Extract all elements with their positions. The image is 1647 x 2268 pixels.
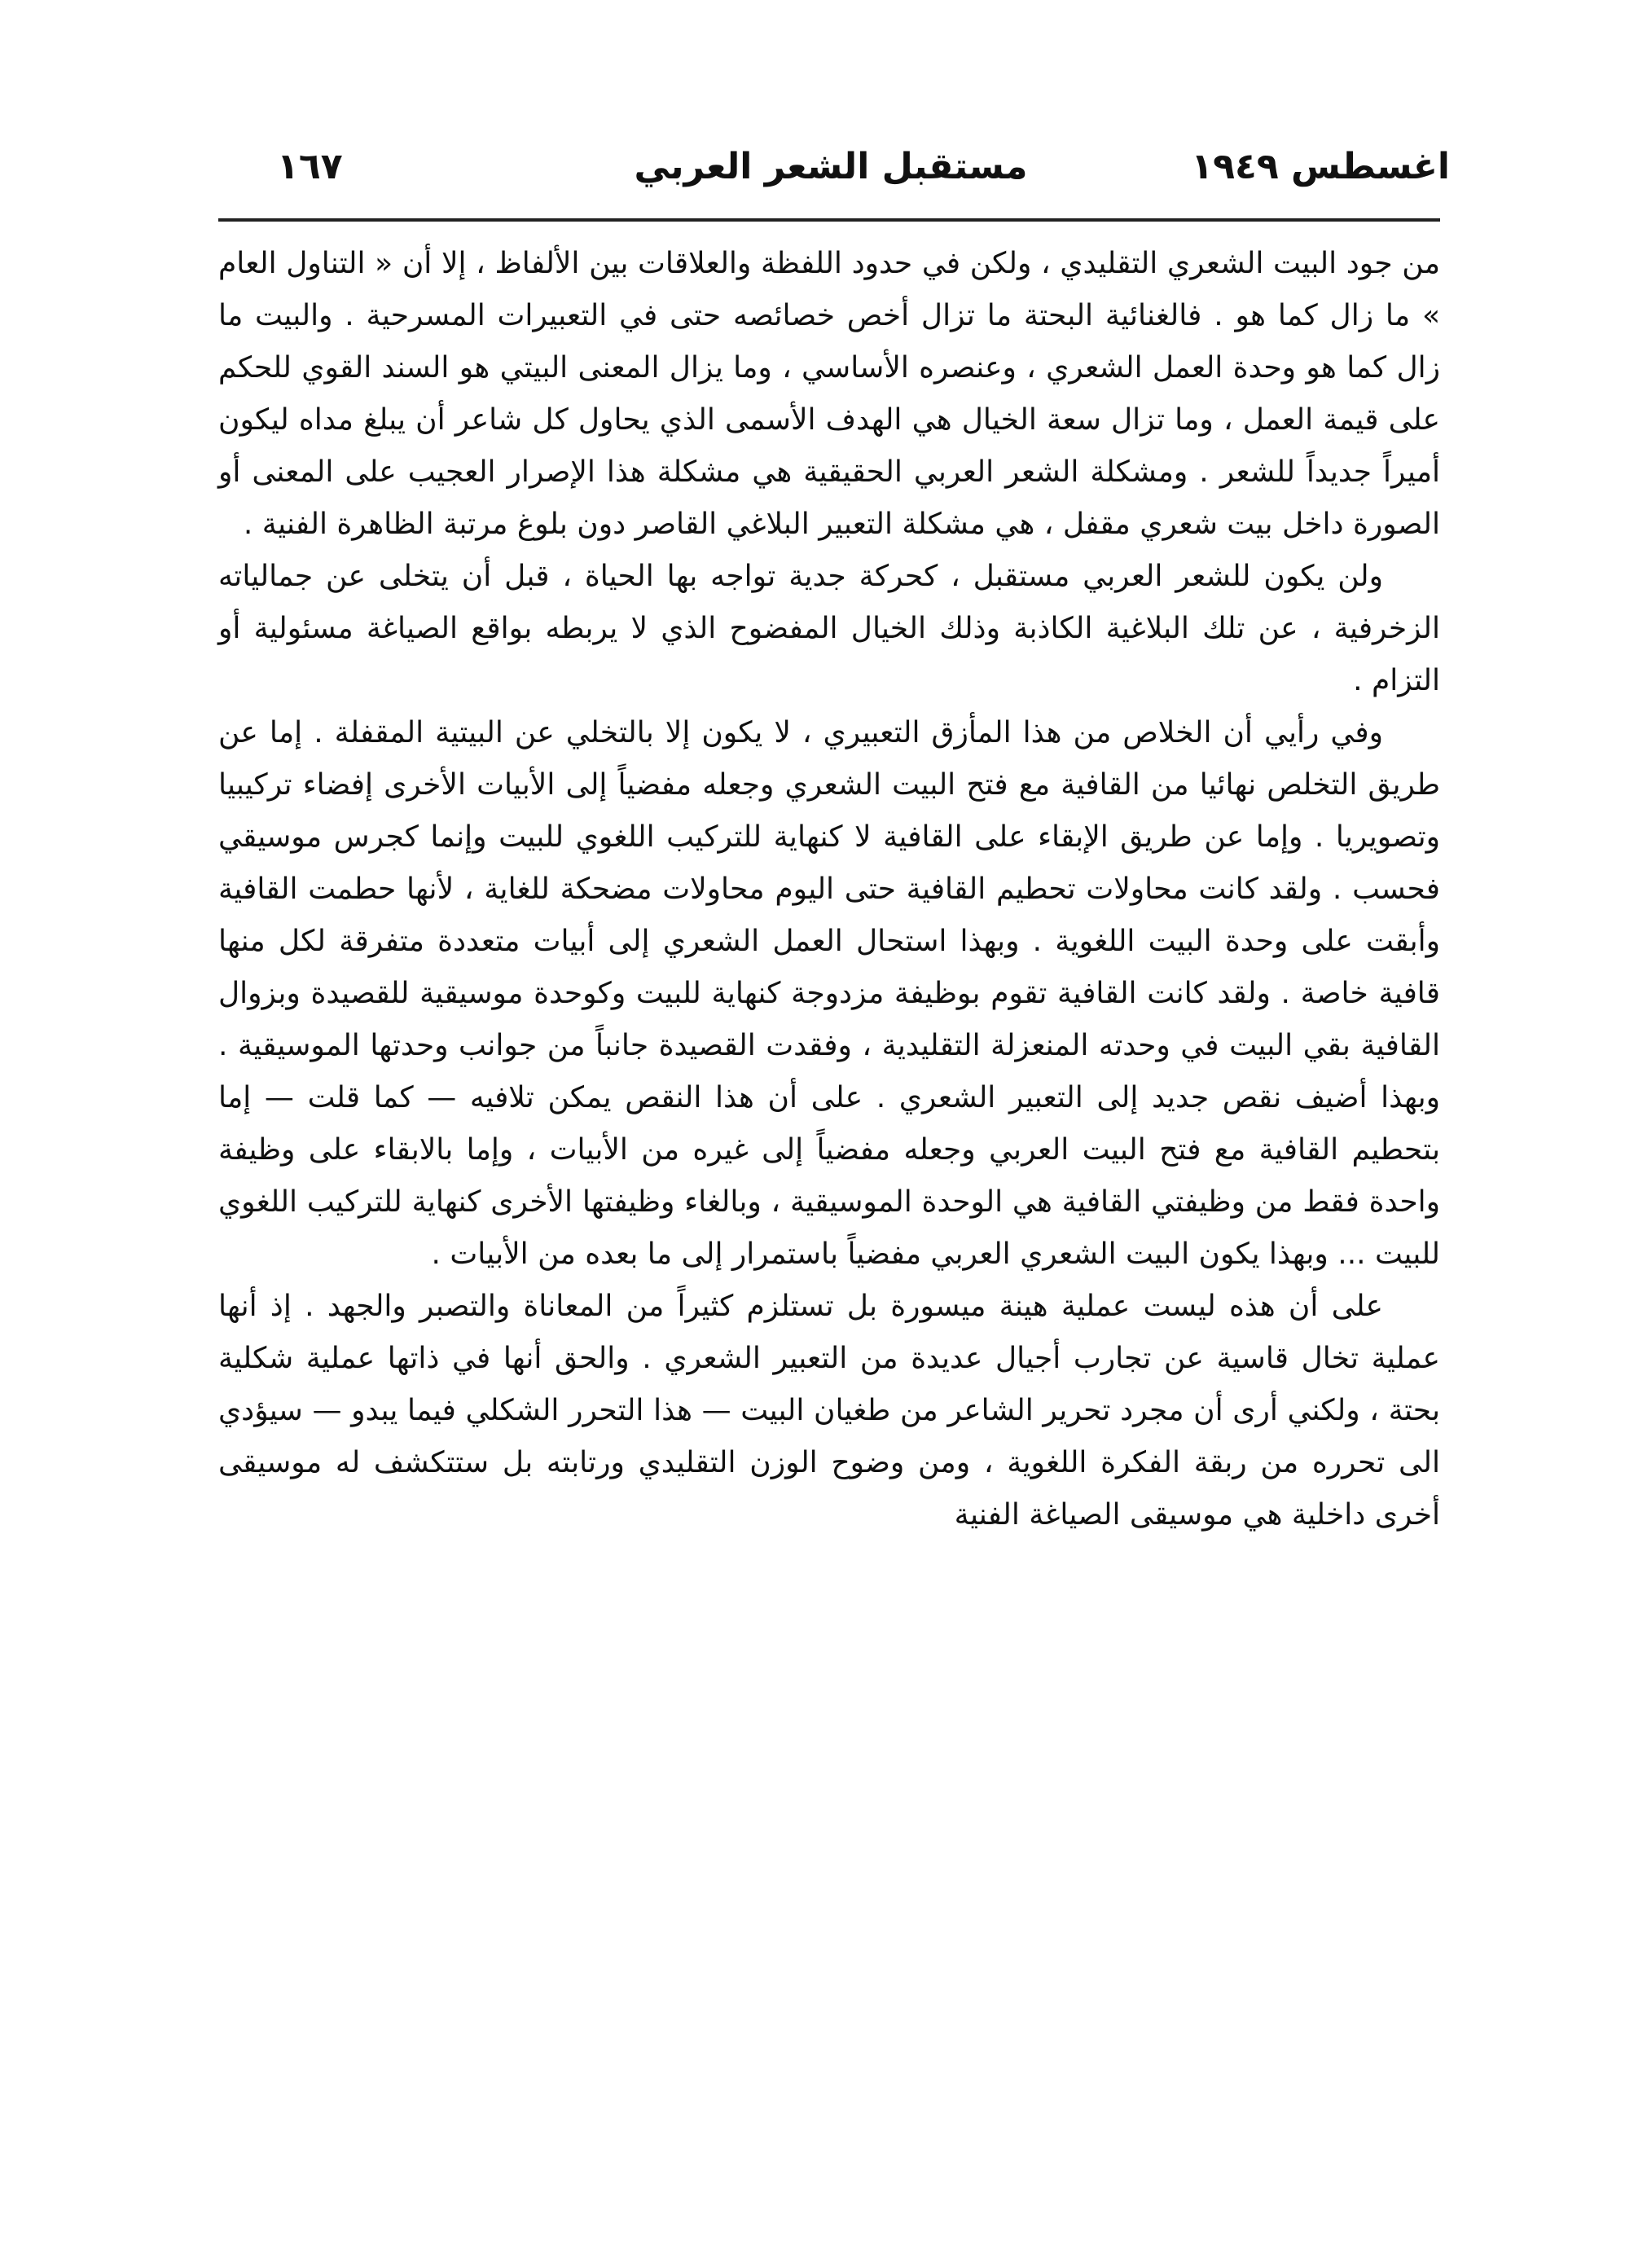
page-number: ١٦٧: [277, 146, 343, 187]
paragraph: وفي رأيي أن الخلاص من هذا المأزق التعبيري ، لا يكون إلا بالتخلي عن البيتية المقفلة . إما عن طريق التخلص نهائيا من القافية مع فتح البيت الشعري وجعله مفضياً إلى الأبيات الأخرى إفضاء تركيبيا وتصويريا . وإما عن طريق الإبقاء على القافية لا كنهاية للتركيب اللغوي للبيت وإنما كجرس موسيقي فحسب . ولقد كانت محاولات تحطيم القافية حتى اليوم محاولات مضحكة للغاية ، لأنها حطمت القافية وأبقت على وحدة البيت اللغوية . وبهذا استحال العمل الشعري إلى أبيات متعددة متفرقة لكل منها قافية خاصة . ولقد كانت القافية تقوم بوظيفة مزدوجة كنهاية للبيت وكوحدة موسيقية للقصيدة وبزوال القافية بقي البيت في وحدته المنعزلة التقليدية ، وفقدت القصيدة جانباً من جوانب وحدتها الموسيقية . وبهذا أضيف نقص جديد إلى التعبير الشعري . على أن هذا النقص يمكن تلافيه — كما قلت — إما بتحطيم القافية مع فتح البيت العربي وجعله مفضياً إلى غيره من الأبيات ، وإما بالابقاء على وظيفة واحدة فقط من وظيفتي القافية هي الوحدة الموسيقية ، وبالغاء وظيفتها الأخرى كنهاية للتركيب اللغوي للبيت ... وبهذا يكون البيت الشعري العربي مفضياً باستمرار إلى ما بعده من الأبيات .: [218, 716, 1440, 1271]
paragraph: من جود البيت الشعري التقليدي ، ولكن في حدود اللفظة والعلاقات بين الألفاظ ، إلا أن « التناول العام » ما زال كما هو . فالغنائية البحتة ما تزال أخص خصائصه حتى في التعبيرات المسرحية . والبيت ما زال كما هو وحدة العمل الشعري ، وعنصره الأساسي ، وما يزال المعنى البيتي هو السند القوي للحكم على قيمة العمل ، وما تزال سعة الخيال هي الهدف الأسمى الذي يحاول كل شاعر أن يبلغ مداه ليكون أميراً جديداً للشعر . ومشكلة الشعر العربي الحقيقية هي مشكلة هذا الإصرار العجيب على المعنى أو الصورة داخل بيت شعري مقفل ، هي مشكلة التعبير البلاغي القاصر دون بلوغ مرتبة الظاهرة الفنية .: [218, 247, 1440, 541]
header-rule: [218, 218, 1440, 222]
article-body: [218, 238, 1440, 1541]
paragraph: ولن يكون للشعر العربي مستقبل ، كحركة جدية تواجه بها الحياة ، قبل أن يتخلى عن جمالياته الزخرفية ، عن تلك البلاغية الكاذبة وذلك الخيال المفضوح الذي لا يربطه بواقع الصياغة مسئولية أو التزام .: [218, 560, 1440, 697]
paragraph: على أن هذه ليست عملية هينة ميسورة بل تستلزم كثيراً من المعاناة والتصبر والجهد . إذ أنها عملية تخال قاسية عن تجارب أجيال عديدة من التعبير الشعري . والحق أنها في ذاتها عملية شكلية بحتة ، ولكني أرى أن مجرد تحرير الشاعر من طغيان البيت — هذا التحرر الشكلي فيما يبدو — سيؤدي الى تحرره من ربقة الفكرة اللغوية ، ومن وضوح الوزن التقليدي ورتابته بل ستتكشف له موسيقى أخرى داخلية هي موسيقى الصياغة الفنية: [218, 1290, 1440, 1532]
running-header: [212, 130, 1450, 204]
header-date: اغسطس ١٩٤٩: [1191, 146, 1450, 187]
header-title: مستقبل الشعر العربي: [634, 146, 1028, 187]
